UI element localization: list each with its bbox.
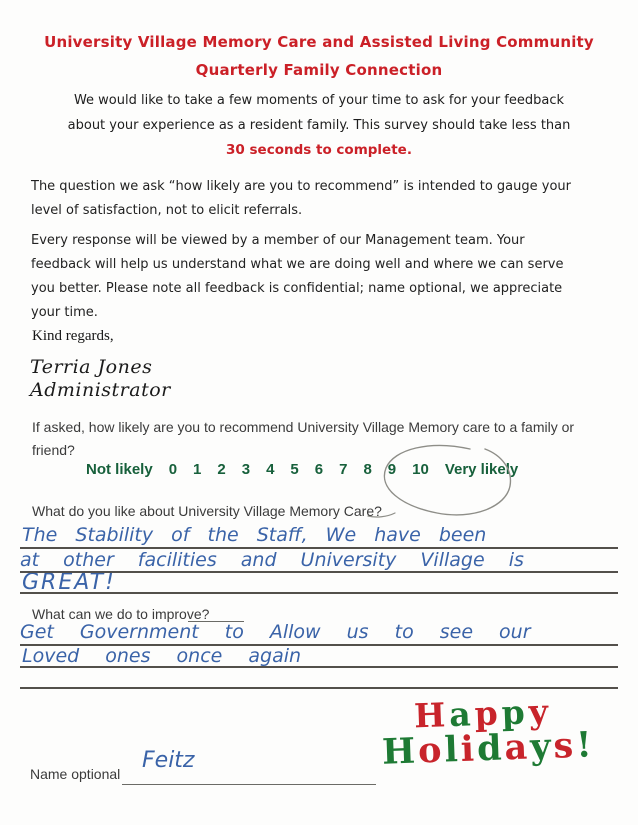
name-optional-value: Feitz bbox=[142, 748, 195, 773]
intro-highlight: 30 seconds to complete. bbox=[226, 142, 412, 158]
rating-number-6: 6 bbox=[314, 461, 324, 478]
recommend-question-line1: If asked, how likely are you to recommend University Village Memory care to a family or bbox=[32, 419, 575, 435]
rating-low-label: Not likely bbox=[86, 461, 153, 478]
answer-rule bbox=[20, 666, 618, 668]
rating-number-3: 3 bbox=[241, 461, 251, 478]
signoff-name: Terria Jones bbox=[30, 356, 153, 378]
question2-answer-line1: Get Government to Allow us to see our bbox=[20, 621, 531, 643]
recommend-question bbox=[32, 416, 574, 462]
paragraph-response-line4: your time. bbox=[31, 305, 98, 320]
paragraph-gauge-line2: level of satisfaction, not to elicit referrals. bbox=[31, 203, 303, 218]
rating-number-1: 1 bbox=[193, 461, 202, 478]
rating-number-7: 7 bbox=[339, 461, 348, 478]
holiday-greeting-line2: Holidays! bbox=[381, 724, 596, 773]
question1-answer-line1: The Stability of the Staff, We have been bbox=[22, 524, 487, 546]
question2-label: What can we do to improve? bbox=[32, 606, 210, 622]
page-title-line1: University Village Memory Care and Assisted Living Community bbox=[44, 33, 594, 51]
rating-number-8: 8 bbox=[363, 461, 372, 478]
rating-high-label: Very likely bbox=[444, 461, 519, 478]
rating-number-5: 5 bbox=[290, 461, 299, 478]
answer-rule bbox=[20, 571, 618, 573]
rating-number-0: 0 bbox=[168, 461, 178, 478]
rating-number-9: 9 bbox=[387, 461, 397, 478]
holiday-greeting-line1: Happy bbox=[413, 691, 553, 736]
paragraph-gauge-line1: The question we ask “how likely are you to recommend” is intended to gauge your bbox=[31, 179, 571, 194]
rating-number-2: 2 bbox=[217, 461, 226, 478]
paragraph-response-line2: feedback will help us understand what we are doing well and where we can serve bbox=[31, 257, 564, 272]
answer-rule bbox=[20, 547, 618, 549]
recommend-question-line2: friend? bbox=[32, 442, 75, 458]
name-optional-label: Name optional bbox=[30, 766, 121, 782]
rating-number-10-circled: 10 bbox=[412, 461, 429, 478]
answer-rule bbox=[20, 592, 618, 594]
rating-scale bbox=[86, 461, 518, 478]
rating-number-4: 4 bbox=[266, 461, 275, 478]
question1-label: What do you like about University Village Memory Care? bbox=[32, 503, 382, 519]
paragraph-response bbox=[31, 229, 563, 325]
question1-answer-line3: GREAT! bbox=[22, 570, 116, 595]
paragraph-response-line1: Every response will be viewed by a member of our Management team. Your bbox=[31, 233, 525, 248]
paragraph-response-line3: you better. Please note all feedback is confidential; name optional, we appreciate bbox=[31, 281, 563, 296]
paragraph-gauge bbox=[31, 175, 571, 223]
signoff-role: Administrator bbox=[30, 379, 171, 401]
signoff-salutation: Kind regards, bbox=[32, 328, 114, 344]
question2-answer-line2: Loved ones once again bbox=[22, 645, 302, 667]
intro-line2: about your experience as a resident family. This survey should take less than bbox=[67, 118, 571, 133]
page-title-line2: Quarterly Family Connection bbox=[195, 61, 443, 79]
answer-rule bbox=[20, 687, 618, 689]
answer-rule bbox=[20, 644, 618, 646]
question1-answer-line2: at other facilities and University Village is bbox=[20, 549, 524, 571]
intro-line1: We would like to take a few moments of your time to ask for your feedback bbox=[73, 93, 565, 108]
name-underline bbox=[122, 784, 376, 785]
